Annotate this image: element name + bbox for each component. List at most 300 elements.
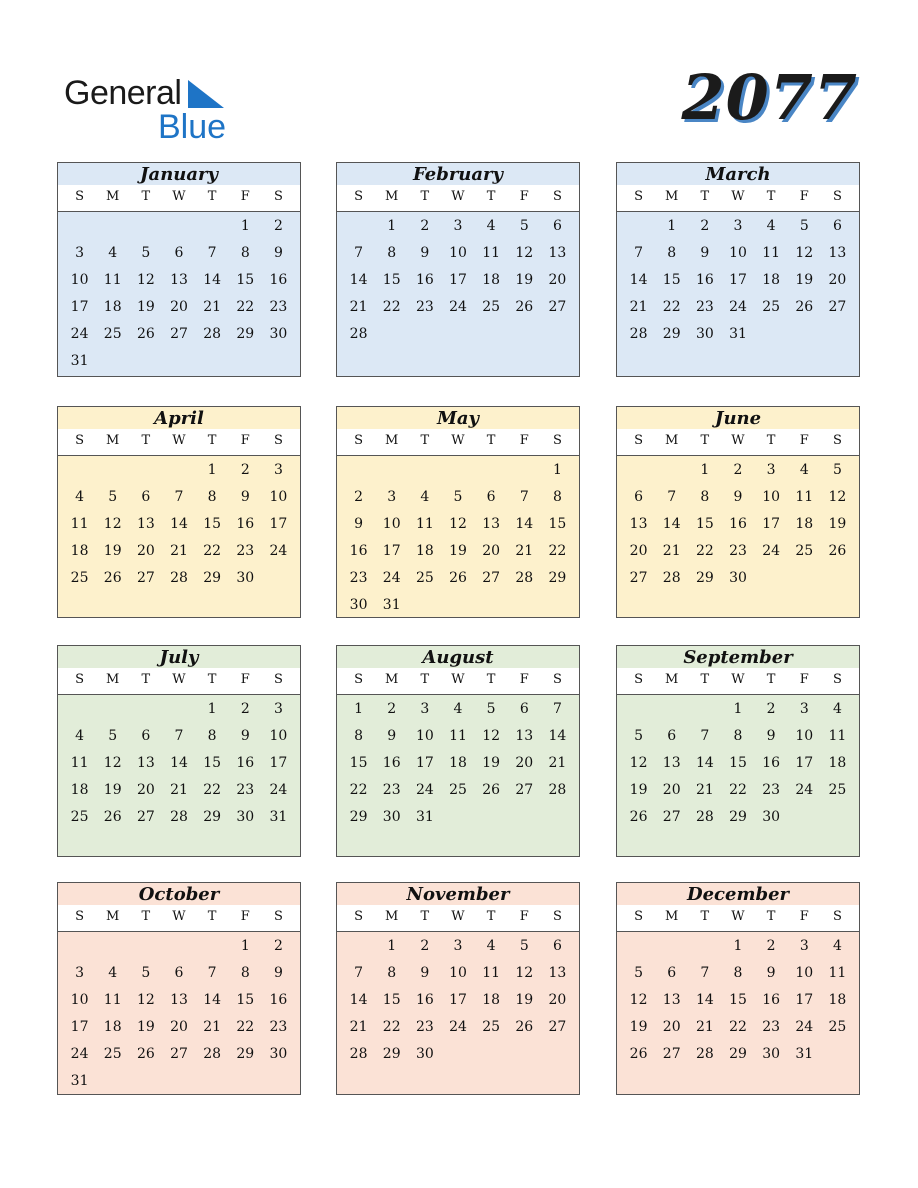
weekday-label: T [420,433,430,448]
day-cell: 8 [552,489,562,505]
day-cell: 25 [70,809,89,825]
day-cell: 1 [667,218,677,234]
day-cell: 18 [449,755,467,771]
day-cell: 15 [662,272,681,288]
weekday-label: M [665,672,679,687]
day-cell: 9 [420,965,430,981]
month-november [336,882,580,1095]
day-cell: 7 [552,701,562,717]
day-cell: 22 [203,782,222,798]
day-cell: 23 [762,1019,781,1035]
day-cell: 27 [482,570,501,586]
day-cell: 15 [548,516,567,532]
day-cell: 18 [70,782,89,798]
day-cell: 15 [349,755,368,771]
day-cell: 19 [103,543,122,559]
day-cell: 12 [515,245,534,261]
day-cell: 20 [548,992,567,1008]
day-cell: 4 [108,245,118,261]
day-cell: 19 [136,1019,155,1035]
day-cell: 13 [515,728,534,744]
day-cell: 18 [828,755,847,771]
empty-cell [162,213,195,240]
day-cell: 4 [766,218,776,234]
day-cell: 24 [762,543,781,559]
day-cell: 15 [729,992,747,1008]
day-cell: 30 [236,570,255,586]
day-cell: 16 [415,992,434,1008]
day-cell: 3 [799,938,809,954]
empty-cell [129,933,162,960]
weekday-label: S [634,672,644,687]
day-grid [337,456,579,619]
day-cell: 18 [795,516,814,532]
weekday-label: T [207,909,217,924]
day-cell: 6 [174,245,184,261]
day-cell: 1 [733,701,743,717]
day-cell: 11 [795,489,814,505]
day-cell: 13 [482,516,501,532]
weekday-header [617,429,859,456]
day-cell: 15 [695,516,714,532]
weekday-label: T [700,433,710,448]
day-cell: 11 [482,965,501,981]
day-cell: 6 [486,489,496,505]
empty-cell [655,933,688,960]
day-cell: 7 [354,965,364,981]
day-cell: 31 [382,597,401,613]
logo-text-general: General [64,74,182,112]
day-cell: 2 [240,701,250,717]
empty-cell [475,457,508,484]
day-cell: 17 [382,543,401,559]
day-cell: 25 [482,299,501,315]
day-cell: 24 [449,299,467,315]
day-cell: 9 [240,728,250,744]
weekday-label: T [486,909,496,924]
day-cell: 28 [548,782,567,798]
day-cell: 8 [240,965,250,981]
day-cell: 5 [832,462,842,478]
day-cell: 13 [828,245,847,261]
day-cell: 25 [415,570,434,586]
weekday-label: S [832,909,842,924]
day-cell: 12 [136,992,155,1008]
day-cell: 30 [269,1046,288,1062]
day-cell: 22 [695,543,714,559]
day-cell: 11 [828,965,847,981]
day-cell: 4 [832,938,842,954]
empty-cell [129,457,162,484]
empty-cell [508,457,541,484]
day-cell: 7 [667,489,677,505]
weekday-label: W [451,433,465,448]
weekday-label: F [799,909,809,924]
day-cell: 5 [634,728,644,744]
day-cell: 26 [515,299,534,315]
day-cell: 26 [136,326,155,342]
weekday-label: S [75,189,85,204]
day-cell: 2 [240,462,250,478]
month-title: April [154,408,204,429]
month-title: August [422,647,494,668]
day-cell: 26 [136,1046,155,1062]
weekday-label: T [486,672,496,687]
weekday-header [337,668,579,695]
day-cell: 18 [482,272,501,288]
day-cell: 15 [203,516,222,532]
day-cell: 25 [103,326,122,342]
weekday-label: W [172,909,186,924]
weekday-label: T [700,909,710,924]
day-cell: 27 [662,809,681,825]
weekday-label: F [519,189,529,204]
day-cell: 11 [415,516,434,532]
day-cell: 17 [70,1019,89,1035]
empty-cell [688,933,721,960]
day-cell: 27 [170,326,188,342]
day-cell: 24 [729,299,747,315]
day-cell: 8 [667,245,677,261]
day-cell: 18 [415,543,434,559]
day-cell: 20 [662,782,681,798]
empty-cell [342,933,375,960]
weekday-label: F [519,909,529,924]
day-cell: 18 [103,299,122,315]
day-cell: 7 [207,965,217,981]
day-cell: 23 [269,299,288,315]
day-cell: 8 [354,728,364,744]
day-cell: 7 [519,489,529,505]
empty-cell [96,457,129,484]
day-cell: 21 [695,1019,714,1035]
day-cell: 14 [203,992,222,1008]
day-cell: 31 [269,809,288,825]
empty-cell [441,457,474,484]
day-cell: 22 [729,782,747,798]
weekday-label: S [832,433,842,448]
day-cell: 31 [729,326,747,342]
day-cell: 15 [236,272,255,288]
day-grid [337,212,579,348]
day-cell: 20 [136,782,155,798]
weekday-label: S [832,672,842,687]
weekday-label: F [799,189,809,204]
day-cell: 16 [349,543,368,559]
day-cell: 13 [662,992,681,1008]
empty-cell [655,457,688,484]
day-cell: 17 [795,992,814,1008]
day-cell: 7 [174,489,184,505]
day-cell: 26 [795,299,814,315]
day-cell: 30 [729,570,747,586]
weekday-label: T [700,189,710,204]
day-cell: 7 [174,728,184,744]
day-cell: 21 [349,1019,368,1035]
day-cell: 28 [349,326,368,342]
weekday-label: T [700,672,710,687]
day-cell: 30 [695,326,714,342]
day-grid [617,695,859,831]
empty-cell [408,457,441,484]
weekday-label: T [207,672,217,687]
weekday-label: M [665,909,679,924]
day-cell: 24 [415,782,434,798]
day-cell: 10 [795,965,814,981]
month-title: July [159,647,199,668]
day-cell: 28 [515,570,534,586]
month-april [57,406,301,618]
weekday-label: T [766,909,776,924]
empty-cell [63,696,96,723]
month-title: December [686,884,790,905]
day-cell: 5 [519,218,529,234]
day-cell: 7 [700,728,710,744]
weekday-label: T [141,433,151,448]
day-cell: 1 [387,938,397,954]
day-cell: 15 [382,272,401,288]
day-cell: 7 [207,245,217,261]
day-cell: 21 [662,543,681,559]
day-cell: 31 [795,1046,814,1062]
day-cell: 13 [170,272,188,288]
day-cell: 30 [349,597,368,613]
day-cell: 20 [515,755,534,771]
empty-cell [342,213,375,240]
day-cell: 21 [548,755,567,771]
day-cell: 29 [695,570,714,586]
weekday-label: T [420,909,430,924]
day-grid [58,212,300,375]
day-cell: 10 [269,489,288,505]
day-cell: 19 [482,755,501,771]
day-cell: 20 [136,543,155,559]
day-cell: 12 [828,489,847,505]
day-cell: 3 [453,938,463,954]
month-title: March [705,164,771,185]
day-cell: 29 [548,570,567,586]
day-cell: 21 [695,782,714,798]
day-cell: 23 [236,782,255,798]
day-cell: 5 [108,489,118,505]
empty-cell [162,457,195,484]
day-cell: 28 [170,570,188,586]
day-cell: 13 [548,245,567,261]
day-cell: 12 [136,272,155,288]
day-cell: 21 [629,299,648,315]
day-cell: 5 [141,965,151,981]
empty-cell [655,696,688,723]
day-cell: 15 [203,755,222,771]
day-cell: 28 [662,570,681,586]
month-february [336,162,580,377]
weekday-label: S [354,189,364,204]
day-cell: 3 [766,462,776,478]
month-september [616,645,860,857]
day-cell: 4 [75,489,85,505]
empty-cell [622,696,655,723]
weekday-label: W [172,672,186,687]
weekday-label: S [273,909,283,924]
weekday-label: F [240,189,250,204]
empty-cell [96,213,129,240]
weekday-label: F [799,433,809,448]
day-cell: 14 [170,755,188,771]
day-cell: 28 [695,809,714,825]
empty-cell [622,213,655,240]
day-cell: 27 [136,809,155,825]
day-cell: 6 [141,489,151,505]
day-grid [337,695,579,831]
day-cell: 3 [75,245,85,261]
empty-cell [342,457,375,484]
day-cell: 29 [662,326,681,342]
day-cell: 30 [762,809,781,825]
day-cell: 12 [449,516,467,532]
day-cell: 26 [482,782,501,798]
day-cell: 2 [273,938,283,954]
day-cell: 24 [70,326,89,342]
weekday-label: S [552,433,562,448]
day-cell: 9 [273,245,283,261]
day-cell: 26 [103,809,122,825]
day-cell: 22 [236,1019,255,1035]
weekday-label: F [799,672,809,687]
weekday-label: W [731,433,745,448]
day-cell: 23 [269,1019,288,1035]
day-cell: 17 [415,755,434,771]
empty-cell [688,696,721,723]
day-cell: 15 [729,755,747,771]
weekday-label: T [420,189,430,204]
day-cell: 13 [548,965,567,981]
day-cell: 25 [449,782,467,798]
weekday-label: T [766,672,776,687]
weekday-label: F [240,672,250,687]
day-cell: 2 [700,218,710,234]
day-cell: 6 [832,218,842,234]
day-cell: 5 [519,938,529,954]
day-cell: 5 [634,965,644,981]
weekday-label: S [273,672,283,687]
day-cell: 17 [269,516,288,532]
month-january [57,162,301,377]
day-cell: 14 [203,272,222,288]
weekday-label: M [385,433,399,448]
day-cell: 9 [354,516,364,532]
day-cell: 29 [729,1046,747,1062]
weekday-label: S [634,189,644,204]
day-cell: 4 [420,489,430,505]
day-cell: 9 [766,965,776,981]
day-grid [58,695,300,831]
weekday-label: M [385,672,399,687]
day-cell: 30 [269,326,288,342]
day-grid [58,932,300,1095]
day-cell: 22 [349,782,368,798]
day-cell: 21 [203,1019,222,1035]
day-cell: 6 [552,938,562,954]
day-cell: 7 [354,245,364,261]
empty-cell [63,213,96,240]
day-cell: 26 [449,570,467,586]
month-august [336,645,580,857]
day-cell: 22 [729,1019,747,1035]
day-cell: 6 [667,728,677,744]
weekday-label: M [106,189,120,204]
day-cell: 19 [515,272,534,288]
day-cell: 26 [629,1046,648,1062]
weekday-label: S [273,189,283,204]
month-title: November [406,884,510,905]
day-cell: 20 [828,272,847,288]
month-july [57,645,301,857]
day-cell: 1 [240,218,250,234]
empty-cell [129,696,162,723]
month-title: September [683,647,793,668]
day-cell: 1 [207,701,217,717]
weekday-label: F [240,433,250,448]
day-cell: 21 [515,543,534,559]
day-cell: 1 [387,218,397,234]
day-cell: 4 [108,965,118,981]
day-cell: 26 [828,543,847,559]
day-cell: 23 [695,299,714,315]
day-cell: 13 [662,755,681,771]
day-cell: 9 [387,728,397,744]
empty-cell [196,933,229,960]
day-cell: 4 [486,938,496,954]
day-cell: 4 [832,701,842,717]
day-cell: 2 [766,938,776,954]
day-cell: 23 [382,782,401,798]
day-cell: 31 [70,1073,89,1089]
day-cell: 11 [762,245,781,261]
day-cell: 29 [203,809,222,825]
weekday-label: W [172,189,186,204]
logo-text-blue: Blue [158,108,227,146]
day-cell: 25 [762,299,781,315]
weekday-label: W [731,909,745,924]
day-cell: 25 [482,1019,501,1035]
day-cell: 26 [629,809,648,825]
day-cell: 23 [415,1019,434,1035]
day-cell: 10 [795,728,814,744]
weekday-label: S [552,672,562,687]
day-cell: 17 [449,272,467,288]
day-cell: 10 [382,516,401,532]
month-title: October [138,884,220,905]
day-cell: 4 [453,701,463,717]
day-cell: 19 [515,992,534,1008]
weekday-label: S [552,909,562,924]
day-cell: 6 [634,489,644,505]
weekday-label: S [273,433,283,448]
day-cell: 1 [207,462,217,478]
day-cell: 10 [762,489,781,505]
day-cell: 12 [515,965,534,981]
day-cell: 5 [108,728,118,744]
day-cell: 12 [103,755,122,771]
day-cell: 28 [695,1046,714,1062]
day-cell: 19 [828,516,847,532]
day-cell: 14 [695,992,714,1008]
day-cell: 7 [700,965,710,981]
weekday-label: W [731,189,745,204]
day-cell: 26 [515,1019,534,1035]
day-cell: 8 [207,489,217,505]
day-cell: 26 [103,570,122,586]
